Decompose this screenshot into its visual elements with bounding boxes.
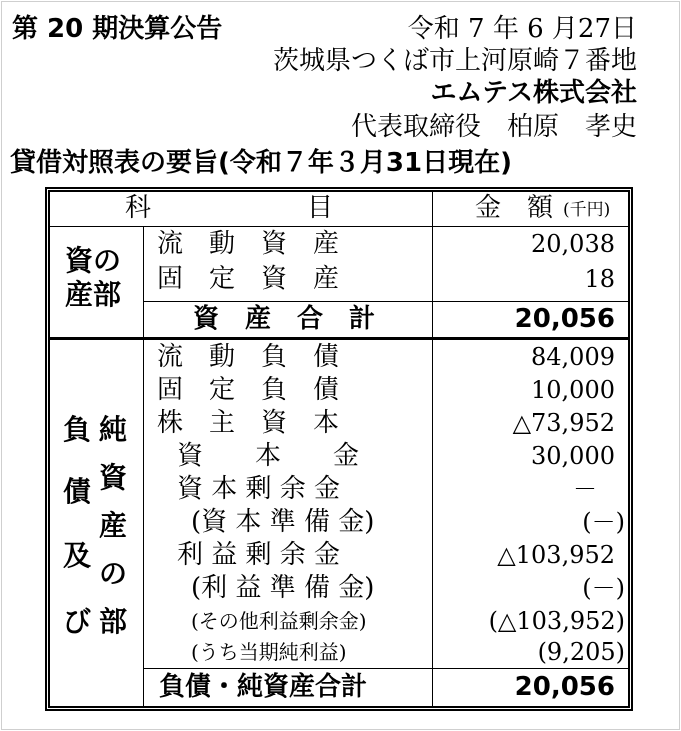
liab-amount: 10,000: [531, 376, 615, 404]
liab-item: (その他利益剰余金): [191, 609, 367, 633]
balance-sheet-table: [45, 187, 633, 711]
liab-amount: (－): [582, 574, 625, 602]
asset-total-amount: 20,056: [514, 304, 615, 334]
column-header-amount: 金 額: [475, 193, 554, 223]
liab-item: (資 本 準 備 金): [191, 507, 375, 537]
liab-label-char: 産: [99, 509, 128, 542]
column-header-item: 科 目: [125, 193, 334, 223]
liab-amount: －: [573, 475, 597, 503]
company-name: エムテス株式会社: [430, 78, 637, 108]
liab-label-char: 資: [99, 461, 128, 494]
representative: 代表取締役 柏原 孝史: [350, 112, 637, 142]
section-line: [49, 337, 629, 340]
balance-sheet-title: 貸借対照表の要旨(令和７年３月31日現在): [10, 148, 512, 178]
liab-item: 利 益 剰 余 金: [177, 540, 341, 570]
liab-item: 流 動 負 債: [157, 342, 340, 372]
liab-amount: 30,000: [531, 442, 615, 470]
liab-amount: (9,205): [537, 638, 625, 666]
asset-total-label: 資 産 合 計: [193, 304, 376, 334]
asset-item: 流 動 資 産: [157, 229, 340, 259]
liab-label-char: 負: [63, 413, 92, 446]
liab-amount: △73,952: [512, 409, 615, 437]
amount-divider: [432, 191, 433, 707]
liab-item: 資 本 金: [177, 441, 360, 471]
liab-amount: △103,952: [497, 541, 615, 569]
asset-amount: 18: [584, 265, 615, 293]
liab-total-amount: 20,056: [514, 672, 615, 702]
liab-label-char: の: [99, 557, 128, 590]
liab-total-line: [143, 668, 629, 669]
liab-item: 株 主 資 本: [157, 408, 340, 438]
liab-item: 資 本 剰 余 金: [177, 474, 341, 504]
assets-label-line1: 資の: [65, 244, 122, 277]
header-line: [49, 226, 629, 227]
issue-title: 第 20 期決算公告: [12, 14, 223, 44]
asset-amount: 20,038: [531, 230, 615, 258]
liab-label-char: び: [63, 605, 92, 638]
liab-label-char: 部: [99, 605, 128, 638]
liab-item: (うち当期純利益): [191, 640, 347, 664]
liab-label-char: 純: [99, 413, 128, 446]
column-header-unit: (千円): [563, 200, 611, 220]
section-divider: [143, 226, 144, 707]
liab-amount: (－): [582, 508, 625, 536]
asset-total-line: [143, 301, 629, 302]
company-address: 茨城県つくば市上河原崎７番地: [272, 46, 637, 76]
liab-label-char: 及: [63, 539, 92, 572]
assets-label-line2: 産部: [65, 278, 122, 311]
liab-item: 固 定 負 債: [157, 375, 340, 405]
announcement-date: 令和 7 年 6 月27日: [407, 14, 637, 44]
liab-amount: 84,009: [531, 343, 615, 371]
liab-item: (利 益 準 備 金): [191, 573, 375, 603]
asset-item: 固 定 資 産: [157, 264, 340, 294]
liab-amount: (△103,952): [488, 607, 625, 635]
liab-total-label: 負債・純資産合計: [159, 672, 368, 702]
liab-label-char: 債: [63, 475, 92, 508]
